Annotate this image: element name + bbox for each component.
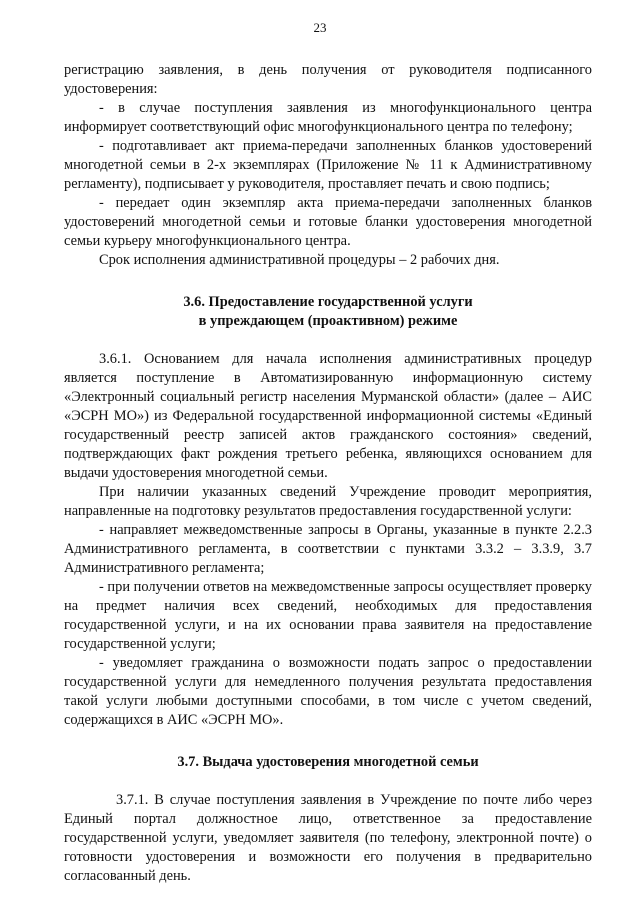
list-item: - в случае поступления заявления из многофункционального центра информирует соответствующий офис многофункционального центра по телефону; xyxy=(64,100,592,135)
section-3-7-heading xyxy=(64,753,592,772)
paragraph: 3.7.1. В случае поступления заявления в Учреждение по почте либо через Единый портал должностное лицо, ответственное за предоставление государственной услуги, уведомляет заявителя (по телефону, электронной почте) о готовности удостоверения и возможности его получения в предварительно согласованный день. xyxy=(64,792,592,884)
section-heading-line: 3.6. Предоставление государственной услуги xyxy=(183,294,473,310)
paragraph: 3.6.1. Основанием для начала исполнения административных процедур является поступление в Автоматизированную информационную систему «Электронный социальный регистр населения Мурманской области» (далее – АИС «ЭСРН МО») из Федеральной государственной информационной системы «Единый государственный реестр записей актов гражданского состояния» сведений, подтверждающих факт рождения третьего ребенка, являющихся основанием для выдачи удостоверения многодетной семьи. xyxy=(64,351,592,481)
list-item: - уведомляет гражданина о возможности подать запрос о предоставлении государственной услуги для немедленного получения результата предоставления такой услуги любыми доступными способами, в том числе с учетом сведений, содержащихся в АИС «ЭСРН МО». xyxy=(64,655,592,728)
paragraph: При наличии указанных сведений Учреждение проводит мероприятия, направленные на подготовку результатов предоставления государственной услуги: xyxy=(64,484,592,519)
list-item: - передает один экземпляр акта приема-передачи заполненных бланков удостоверений многодетной семьи и готовые бланки удостоверения многодетной семьи курьеру многофункционального центра. xyxy=(64,195,592,249)
page-number: 23 xyxy=(313,20,327,35)
section-heading-line: в упреждающем (проактивном) режиме xyxy=(198,313,458,329)
document-body xyxy=(64,61,592,886)
section-3-7-body xyxy=(64,791,592,886)
paragraph-deadline: Срок исполнения административной процедуры – 2 рабочих дня. xyxy=(99,252,500,268)
section-3-6-heading xyxy=(64,293,592,331)
section-3-6-body xyxy=(64,350,592,730)
paragraph-continuation: регистрацию заявления, в день получения от руководителя подписанного удостоверения: xyxy=(64,62,592,97)
list-item: - при получении ответов на межведомственные запросы осуществляет проверку на предмет наличия всех сведений, необходимых для предоставления государственной услуги, и на их основании права заявителя на предоставление государственной услуги; xyxy=(64,579,592,652)
list-item: - подготавливает акт приема-передачи заполненных бланков удостоверений многодетной семьи в 2-х экземплярах (Приложение № 11 к Административному регламенту), подписывает у руководителя, проставляет печать и свою подпись; xyxy=(64,138,592,192)
list-item: - направляет межведомственные запросы в Органы, указанные в пункте 2.2.3 Административного регламента, в соответствии с пунктами 3.3.2 – 3.3.9, 3.7 Административного регламента; xyxy=(64,522,592,576)
section-heading-line: 3.7. Выдача удостоверения многодетной семьи xyxy=(177,754,479,770)
